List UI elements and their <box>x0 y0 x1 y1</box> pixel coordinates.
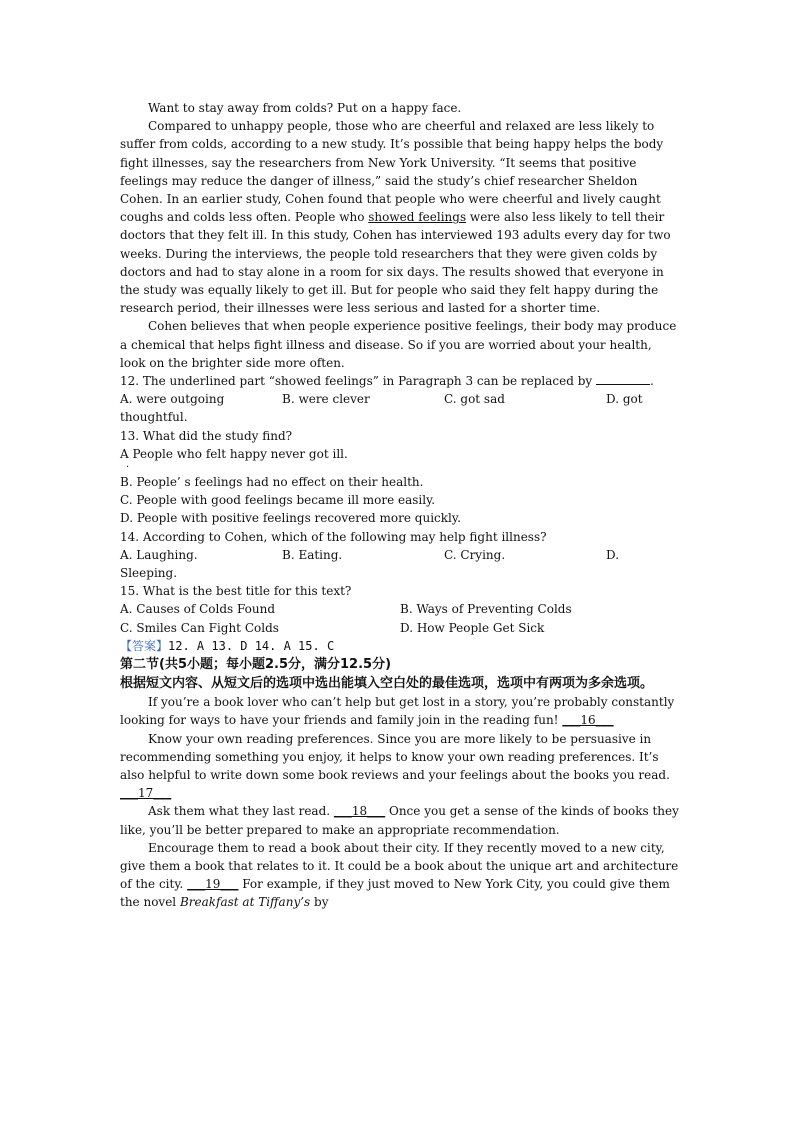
passage1-body <box>120 117 680 317</box>
blank-16: ___16___ <box>562 713 614 728</box>
answer-text: 12. A 13. D 14. A 15. C <box>168 638 335 653</box>
answer-blank <box>596 372 650 385</box>
underlined-phrase: showed feelings <box>368 210 467 225</box>
passage1-body-start: Compared to unhappy people, those who are cheerful and relaxed are less likely to suffer from colds, according to a new study. It’s possible that being happy helps the body fight illnesses, say the researchers from New York University. “It seems that positive feelings may reduce the danger of illness,” said the study’s chief researcher Sheldon Cohen. In an earlier study, Cohen found that people who were cheerful and lively caught coughs and colds less often. People who <box>120 119 664 225</box>
question-12-options <box>120 390 680 408</box>
answer-tag: 【答案】 <box>120 638 169 653</box>
stray-dot: · <box>126 462 130 474</box>
question-13-option-a: A People who felt happy never got ill. <box>120 446 348 461</box>
question-12-stem: 12. The underlined part “showed feelings” in Paragraph 3 can be replaced by . <box>120 374 654 389</box>
question-13-option-b: B. People’ s feelings had no effect on their health. <box>120 475 424 490</box>
question-13-option-c: C. People with good feelings became ill more easily. <box>120 493 436 508</box>
option-d: D. How People Get Sick <box>400 620 545 635</box>
document-page <box>120 99 680 912</box>
option-d: D. got <box>606 392 643 407</box>
blank-17: ___17___ <box>120 786 172 801</box>
passage2-para3: Ask them what they last read. ___18___ Once you get a sense of the kinds of books they like, you’ll be better prepared to make an appropriate recommendation. <box>120 804 679 837</box>
section-heading: 第二节(共5小题；每小题2.5分，满分12.5分) <box>120 657 392 673</box>
option-b: B. Ways of Preventing Colds <box>400 602 572 617</box>
question-15-options-row1 <box>120 600 680 618</box>
option-c: C. Smiles Can Fight Colds <box>120 620 279 635</box>
option-b: B. were clever <box>282 392 370 407</box>
question-14-option-d-wrap: Sleeping. <box>120 566 178 581</box>
passage1-conclusion: Cohen believes that when people experience positive feelings, their body may produce a chemical that helps fight illness and disease. So if you are worried about your health, look on the brighter side more often. <box>120 319 677 370</box>
question-13-option-d: D. People with positive feelings recovered more quickly. <box>120 511 461 526</box>
book-title: Breakfast at Tiffany’s <box>179 895 311 910</box>
question-15-options-row2 <box>120 619 680 637</box>
question-14-stem: 14. According to Cohen, which of the following may help fight illness? <box>120 529 547 544</box>
question-15-stem: 15. What is the best title for this text? <box>120 584 352 599</box>
question-12-option-d-wrap: thoughtful. <box>120 410 188 425</box>
passage1-body-end: were also less likely to tell their doctors that they felt ill. In this study, Cohen has interviewed 193 adults every day for two weeks. During the interviews, the people told researchers that they were given colds by doctors and had to stay alone in a room for six days. The results showed that everyone in the study was equally likely to get ill. But for people who said they felt happy during the research period, their illnesses were less serious and lasted for a shorter time. <box>120 210 671 316</box>
question-13-stem: 13. What did the study find? <box>120 428 293 443</box>
passage2-para4: Encourage them to read a book about their city. If they recently moved to a new city, give them a book that relates to it. It could be a book about the unique art and architecture of the city. ___19___ For example, if they just moved to New York City, you could give them the novel Breakfast at Tiffany’s by <box>120 840 679 910</box>
blank-19: ___19___ <box>187 877 239 892</box>
option-b: B. Eating. <box>282 547 343 562</box>
section-instruction: 根据短文内容、从短文后的选项中选出能填入空白处的最佳选项，选项中有两项为多余选项。 <box>120 676 654 692</box>
option-c: C. got sad <box>444 392 505 407</box>
option-a: A. Causes of Colds Found <box>120 602 276 617</box>
option-c: C. Crying. <box>444 547 506 562</box>
blank-18: ___18___ <box>333 804 386 819</box>
answer-key <box>120 637 680 655</box>
option-a: A. Laughing. <box>120 547 198 562</box>
option-d: D. <box>606 547 620 562</box>
question-14-options <box>120 546 680 564</box>
passage2-para2: Know your own reading preferences. Since you are more likely to be persuasive in recommending something you enjoy, it helps to know your own reading preferences. It’s also helpful to write down some book reviews and your feelings about the books you read. ___17___ <box>120 731 670 801</box>
passage2-para1: If you’re a book lover who can’t help but get lost in a story, you’re probably constantly looking for ways to have your friends and family join in the reading fun! ___16___ <box>120 695 675 728</box>
passage1-intro: Want to stay away from colds? Put on a happy face. <box>148 101 462 115</box>
option-a: A. were outgoing <box>120 392 225 407</box>
